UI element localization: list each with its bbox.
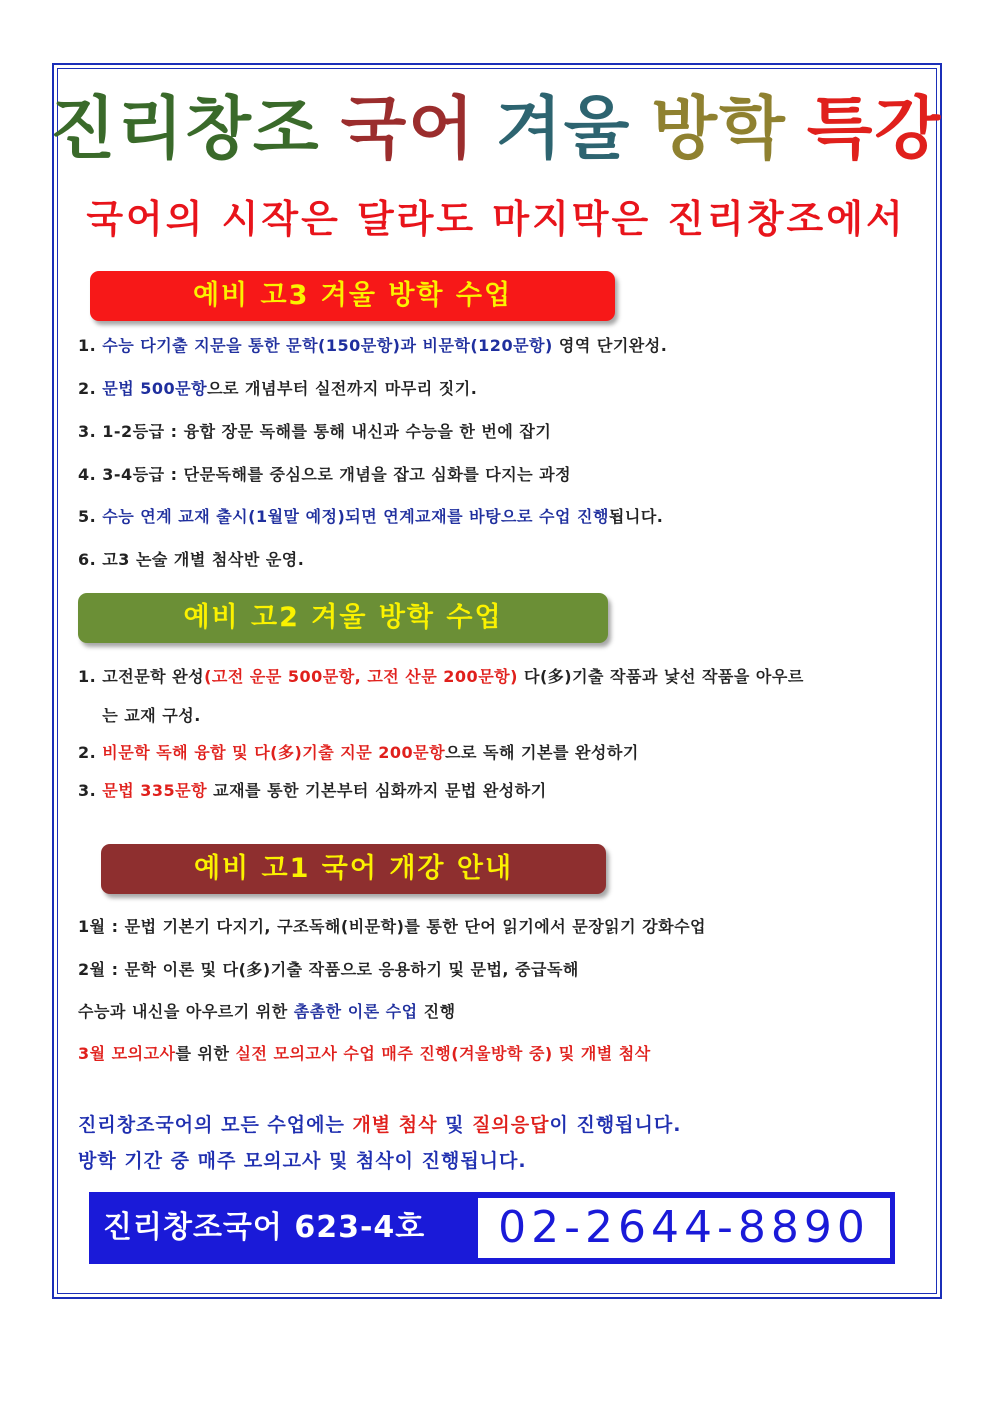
- footer-note-2: 방학 기간 중 매주 모의고사 및 첨삭이 진행됩니다.: [78, 1150, 527, 1172]
- section2-line-1-cont: 는 교재 구성.: [78, 706, 201, 725]
- footer-note-1: 진리창조국어의 모든 수업에는 개별 첨삭 및 질의응답이 진행됩니다.: [78, 1114, 682, 1136]
- poster-subtitle: 국어의 시작은 달라도 마지막은 진리창조에서: [86, 197, 906, 241]
- title-part-3: 겨울: [495, 90, 632, 169]
- section3-line-1: 1월 : 문법 기본기 다지기, 구조독해(비문학)를 통한 단어 읽기에서 문장읽기 강화수업: [78, 917, 706, 936]
- section1-line-3: 3. 1-2등급 : 융합 장문 독해를 통해 내신과 수능을 한 번에 잡기: [78, 422, 552, 441]
- poster-title: [0, 90, 992, 170]
- title-part-1: 진리창조: [49, 90, 321, 169]
- contact-box: [89, 1192, 895, 1264]
- section3-line-2: 2월 : 문학 이론 및 다(多)기출 작품으로 응용하기 및 문법, 중급독해: [78, 960, 579, 979]
- section2-banner: 예비 고2 겨울 방학 수업: [78, 593, 608, 643]
- title-part-4: 방학: [651, 90, 787, 169]
- section3-line-4: 3월 모의고사를 위한 실전 모의고사 수업 매주 진행(겨울방학 중) 및 개별 첨삭: [78, 1044, 651, 1063]
- section2-line-1: 1. 고전문학 완성(고전 운문 500문항, 고전 산문 200문항) 다(多)기출 작품과 낯선 작품을 아우르: [78, 667, 804, 686]
- contact-phone[interactable]: 02-2644-8890: [478, 1198, 890, 1258]
- section1-line-4: 4. 3-4등급 : 단문독해를 중심으로 개념을 잡고 심화를 다지는 과정: [78, 465, 572, 484]
- section3-line-3: 수능과 내신을 아우르기 위한 촘촘한 이론 수업 진행: [78, 1002, 456, 1021]
- section1-line-1: 1. 수능 다기출 지문을 통한 문학(150문항)과 비문학(120문항) 영역 단기완성.: [78, 336, 668, 355]
- title-part-2: 국어: [340, 90, 476, 169]
- title-part-5: 특강: [806, 90, 943, 169]
- section3-banner: 예비 고1 국어 개강 안내: [101, 844, 606, 894]
- section1-banner: 예비 고3 겨울 방학 수업: [90, 271, 615, 321]
- section2-line-2: 2. 비문학 독해 융합 및 다(多)기출 지문 200문항으로 독해 기본를 완성하기: [78, 743, 639, 762]
- section1-line-6: 6. 고3 논술 개별 첨삭반 운영.: [78, 550, 305, 569]
- section1-line-5: 5. 수능 연계 교재 출시(1월말 예정)되면 연계교재를 바탕으로 수업 진행됩니다.: [78, 507, 664, 526]
- section1-line-2: 2. 문법 500문항으로 개념부터 실전까지 마무리 짓기.: [78, 379, 478, 398]
- section2-line-3: 3. 문법 335문항 교재를 통한 기본부터 심화까지 문법 완성하기: [78, 781, 547, 800]
- contact-name: 진리창조국어 623-4호: [103, 1210, 426, 1245]
